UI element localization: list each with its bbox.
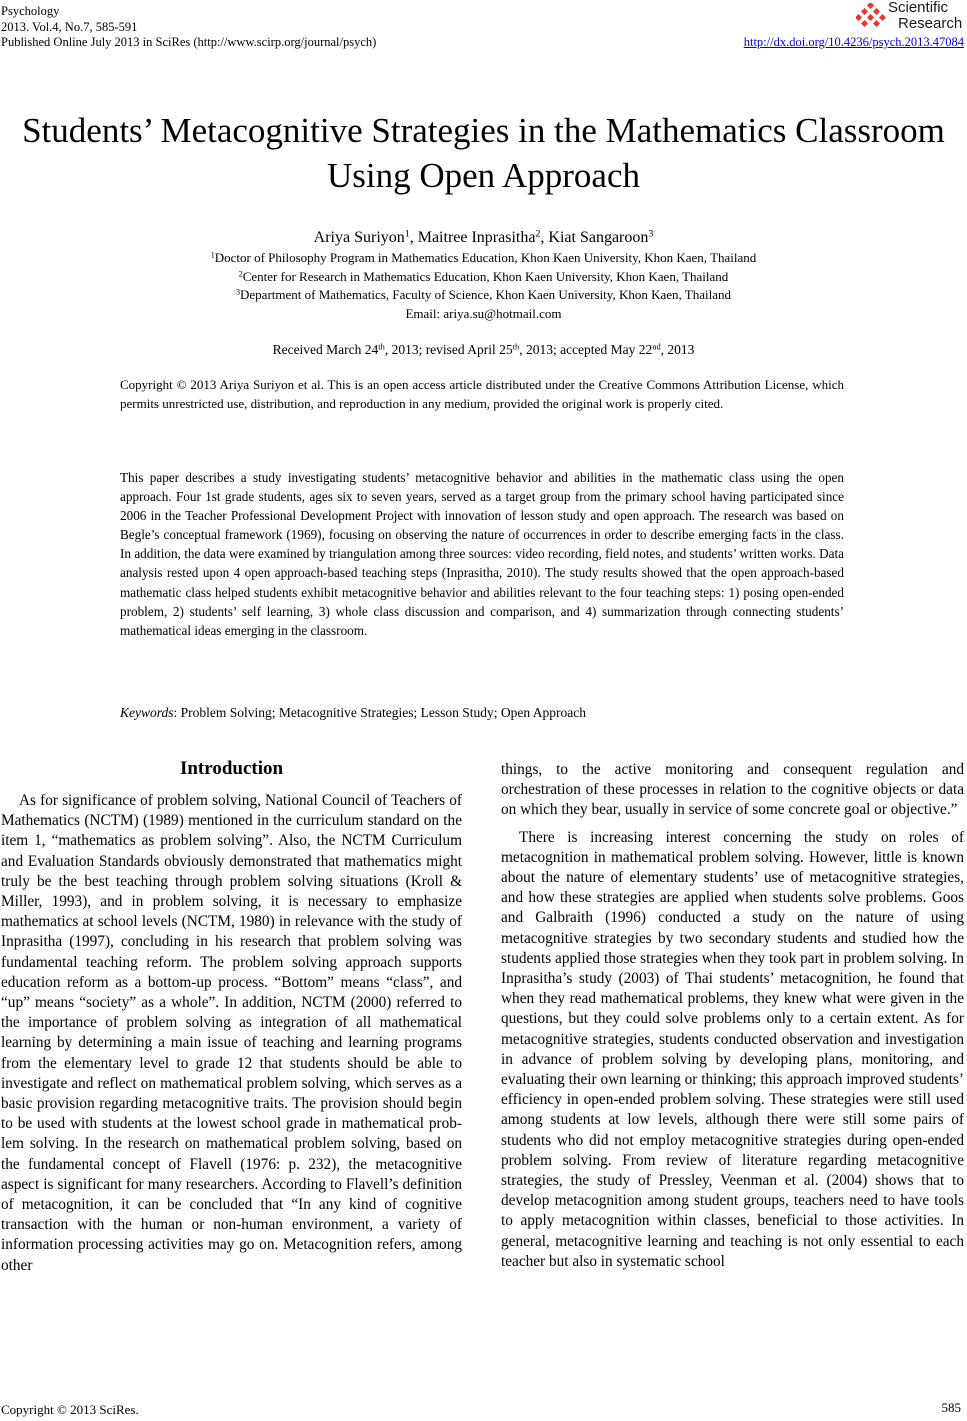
keywords	[120, 704, 844, 722]
title-line-2: Using Open Approach	[326, 156, 640, 195]
received-dates: Received March 24th, 2013; revised April 25th, 2013; accepted May 22nd, 2013	[272, 342, 695, 357]
author-name: Maitree Inprasitha	[417, 229, 536, 246]
author-separator: ,	[540, 229, 549, 246]
author-affiliation-mark: 2	[535, 228, 541, 240]
author-name: Ariya Suriyon	[313, 229, 405, 246]
body-paragraph: As for significance of problem solving, National Council of Teachers of Mathematics (NCTM) (1989) mentioned in the curriculum standard on the item 1, “mathematics as problem solving”. Also, the NCTM Curriculum and Evaluation Standards obviously demonstrated that mathematics might truly be the best teaching through problem solving situations (Kroll & Miller, 1993), and in problem solving, it is necessary to emphasize mathematics at school levels (NCTM, 1980) in relevance with the study of Inprasitha (1997), concluding in his research that problem solving was fundamental teaching reform. The problem solving approach supports education reform as a bottom-up process. “Bottom” means “class”, and “up” means “society” as a whole”. In addition, NCTM (2000) referred to the importance of problem solving as integration of all mathematical learning by determining a main issue of teaching and learning programs from the elementary level to grade 12 that students should be able to investigate and reflect on mathematical problem solving, which serves as a basic provision regarding metacognitive traits. The provision should begin to be used with students at the lowest school grade in mathematical problem solving. In the research on mathematical problem solving, based on the fundamental concept of Flavell (1976: p. 232), the metacognitive aspect is significant for many researchers. According to Flavell’s definition of metacognition, it can be concluded that “In any kind of cognitive transaction with the human or non-human environment, a variety of information processing activities may go on. Metacognition refers, among other	[1, 792, 462, 1274]
logo-line-1: Scientific	[888, 0, 949, 16]
publication-info: Published Online July 2013 in SciRes (http://www.scirp.org/journal/psych)	[1, 35, 377, 49]
keywords-label: Keywords	[120, 705, 174, 720]
footer-copyright: Copyright © 2013 SciRes.	[1, 1402, 139, 1417]
affiliations	[0, 249, 967, 323]
author-list	[0, 228, 967, 248]
author-affiliation-mark: 3	[648, 228, 654, 240]
left-column	[1, 791, 462, 1276]
affiliation-line: $^1$Doctor of Philosophy Program in Mathematics Education, Khon Kaen University, Khon Kaen, Thailand	[210, 250, 757, 265]
page-number: 585	[941, 1400, 961, 1415]
journal-name: Psychology	[1, 4, 60, 18]
license-notice: Copyright © 2013 Ariya Suriyon et al. This is an open access article distributed under the Creative Commons Attribution License, which permits unrestricted use, distribution, and reproduction in any medium, provided the original work is properly cited.	[120, 377, 844, 411]
right-column	[501, 760, 964, 1272]
doi-link[interactable]: http://dx.doi.org/10.4236/psych.2013.47084	[743, 35, 964, 49]
title-line-1: Students’ Metacognitive Strategies in the Mathematics Classroom	[22, 111, 945, 150]
author-separator: ,	[409, 229, 418, 246]
author-affiliation-mark: 1	[404, 228, 410, 240]
affiliation-line: $^3$Department of Mathematics, Faculty of Science, Khon Kaen University, Khon Kaen, Thailand	[235, 287, 731, 302]
logo-mark-icon	[856, 3, 886, 29]
body-paragraph: There is increasing interest concerning the study on roles of metacognition in mathematical problem solving. However, little is known about the nature of elementary students’ use of metacognitive strategies, and how these strategies are applied when students solve problems. Goos and Galbraith (1996) conducted a study on the nature of using metacognitive strategies by two secondary students and studied how the students applied those strategies when they took part in problem solving. In Inprasitha’s study (2003) of Thai students’ metacognition, he found that when they read mathematical problems, they knew what were given in the questions, but they could solve problems only to a certain extent. As for metacognitive strategies, students conducted observation and investigation in advance of problem solving by developing plans, monitoring, and evaluating their own learning or thinking; this approach improved students’ efficiency in open-ended problem solving. These strategies were still used among students at low levels, although there were still some pairs of students who did not employ metacognitive strategies during open-ended problem solving. From review of literature regarding metacognitive strategies, the study of Pressley, Veenman et al. (2004) shows that to develop metacognition among student groups, teachers need to have tools to apply metacognition within classes, beneficial to those activities. In general, metacognitive learning and teaching is not only essential to each teacher but also in systematic school	[501, 828, 964, 1270]
logo-line-2: Research	[898, 14, 963, 32]
keywords-text: : Problem Solving; Metacognitive Strategies; Lesson Study; Open Approach	[173, 705, 586, 720]
contact-email: Email: ariya.su@hotmail.com	[405, 305, 562, 321]
article-title	[0, 108, 967, 198]
body-paragraph: things, to the active monitoring and consequent regulation and orchestration of these processes in relation to the cognitive objects or data on which they bear, usually in service of some concrete goal or objective.”	[501, 761, 964, 819]
publisher-logo	[856, 0, 964, 34]
abstract: This paper describes a study investigating students’ metacognitive behavior and abilities in the mathematic class using the open approach. Four 1st grade students, ages six to seven years, served as a target group from the primary school having participated since 2006 in the Teacher Professional Development Project with innovation of lesson study and open approach. The research was based on Begle’s conceptual framework (1969), focusing on observing the nature of occurrences in order to describe emerging facts in the class. In addition, the data were examined by triangulation among three sources: video recording, field notes, and students’ written works. Data analysis rested upon 4 open approach-based teaching steps (Inprasitha, 2010). The study results showed that the open approach-based mathematic class helped students exhibit metacognitive behavior and abilities relevant to the four teaching steps: 1) posing open-ended problem, 2) students’ self learning, 3) whole class discussion and comparison, and 4) summarization through connecting students’ mathematical ideas emerging in the classroom.	[120, 470, 844, 638]
author-name: Kiat Sangaroon	[548, 229, 649, 246]
section-heading-introduction: Introduction	[179, 758, 284, 779]
logo-wordmark	[888, 0, 962, 31]
running-header	[1, 4, 376, 51]
journal-volume: 2013. Vol.4, No.7, 585-591	[1, 19, 138, 34]
affiliation-line: $^2$Center for Research in Mathematics Education, Khon Kaen University, Khon Kaen, Thailand	[238, 268, 729, 284]
